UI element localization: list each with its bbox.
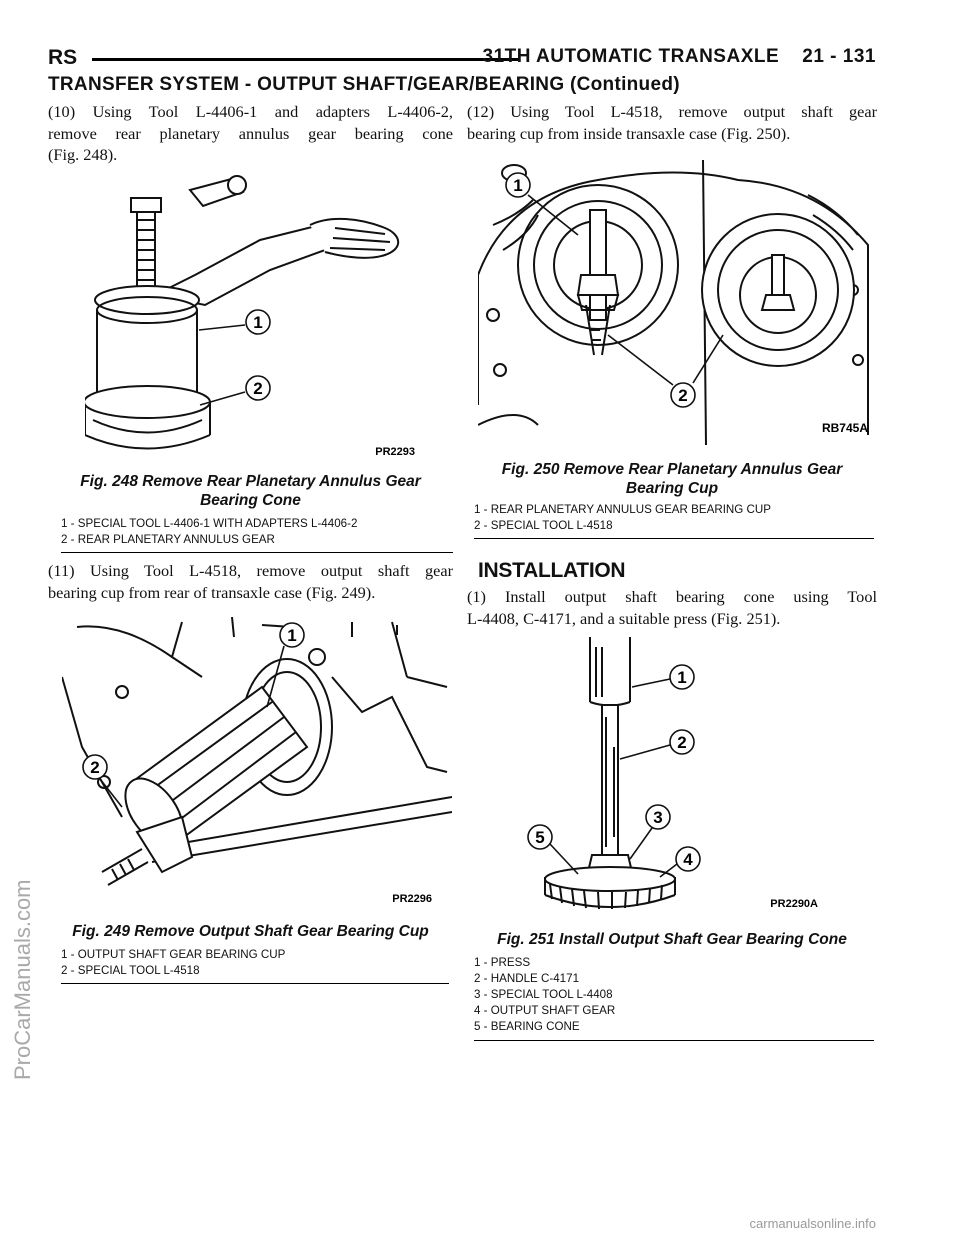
step-10-line: (Fig. 248). xyxy=(48,145,118,164)
side-watermark: ProCarManuals.com xyxy=(10,879,35,1080)
fig-249-legend xyxy=(61,947,285,979)
fig-250-drawing xyxy=(478,155,876,445)
fig-251-legend-item: 4 - OUTPUT SHAFT GEAR xyxy=(474,1004,616,1017)
fig249-code: PR2296 xyxy=(392,893,432,905)
step-12-line: bearing cup from inside transaxle case (Fig. 250). xyxy=(467,123,791,143)
fig-249-caption-line: Fig. 249 Remove Output Shaft Gear Bearing Cup xyxy=(72,923,429,940)
fig-251-rule xyxy=(474,1040,874,1041)
fig-249-rule xyxy=(61,983,449,984)
install-step-1-text xyxy=(467,586,877,629)
fig-249-caption xyxy=(48,922,453,941)
fig-248-legend-item: 1 - SPECIAL TOOL L-4406-1 WITH ADAPTERS L-4406-2 xyxy=(61,517,358,530)
fig249-callout-1: 1 xyxy=(287,626,297,645)
fig-251-legend-item: 2 - HANDLE C-4171 xyxy=(474,972,580,985)
fig-248-legend xyxy=(61,516,357,548)
fig-250-legend-item: 2 - SPECIAL TOOL L-4518 xyxy=(474,519,613,532)
fig-249-drawing xyxy=(62,617,452,912)
fig-249-legend-item: 2 - SPECIAL TOOL L-4518 xyxy=(61,964,200,977)
step-12-line: (12) Using Tool L-4518, remove output shaft gear xyxy=(467,102,877,121)
section-title: TRANSFER SYSTEM - OUTPUT SHAFT/GEAR/BEARING (Continued) xyxy=(48,74,680,95)
fig251-code: PR2290A xyxy=(770,898,818,910)
figure-251-illustration xyxy=(520,637,860,922)
footer-watermark: carmanualsonline.info xyxy=(749,1216,876,1231)
fig-250-caption-line: Fig. 250 Remove Rear Planetary Annulus Gear xyxy=(501,461,843,478)
figure-249-illustration xyxy=(62,617,452,912)
fig249-callout-2: 2 xyxy=(90,758,100,777)
fig-251-legend-item: 5 - BEARING CONE xyxy=(474,1020,580,1033)
fig-248-caption-line: Bearing Cone xyxy=(200,492,301,509)
fig-251-legend-item: 1 - PRESS xyxy=(474,956,531,969)
fig248-callout-1: 1 xyxy=(253,313,263,332)
fig250-callout-2: 2 xyxy=(678,386,688,405)
header-rule xyxy=(92,58,520,61)
installation-heading: INSTALLATION xyxy=(478,559,626,582)
fig-250-rule xyxy=(474,538,874,539)
step-12-text xyxy=(467,101,877,144)
fig251-callout-3: 3 xyxy=(653,808,663,827)
fig248-code: PR2293 xyxy=(375,446,415,458)
fig251-callout-1: 1 xyxy=(677,668,687,687)
fig251-callout-4: 4 xyxy=(683,850,693,869)
header-right-title: 31TH AUTOMATIC TRANSAXLE 21 - 131 xyxy=(482,46,876,67)
page-header xyxy=(48,42,876,78)
fig-248-caption-line: Fig. 248 Remove Rear Planetary Annulus Gear xyxy=(80,473,421,490)
fig-248-caption xyxy=(48,472,453,510)
header-left-code: RS xyxy=(48,46,78,69)
step-10-text xyxy=(48,101,453,166)
fig251-callout-2: 2 xyxy=(677,733,687,752)
fig-248-rule xyxy=(61,552,453,553)
figure-248-illustration xyxy=(85,170,445,465)
step-11-line: bearing cup from rear of transaxle case (Fig. 249). xyxy=(48,582,376,602)
fig-250-caption xyxy=(467,460,877,498)
fig-248-legend-item: 2 - REAR PLANETARY ANNULUS GEAR xyxy=(61,533,275,546)
install-step-1-line: L-4408, C-4171, and a suitable press (Fig. 251). xyxy=(467,608,781,628)
fig-251-drawing xyxy=(520,637,860,922)
fig-249-legend-item: 1 - OUTPUT SHAFT GEAR BEARING CUP xyxy=(61,948,286,961)
fig-251-caption xyxy=(467,930,877,949)
step-11-line: (11) Using Tool L-4518, remove output shaft gear xyxy=(48,561,453,580)
install-step-1-line: (1) Install output shaft bearing cone using Tool xyxy=(467,587,877,606)
fig248-callout-2: 2 xyxy=(253,379,263,398)
fig-250-caption-line: Bearing Cup xyxy=(625,480,719,497)
fig-251-legend-item: 3 - SPECIAL TOOL L-4408 xyxy=(474,988,613,1001)
step-10-line: (10) Using Tool L-4406-1 and adapters L-4406-2, xyxy=(48,102,453,121)
fig251-callout-5: 5 xyxy=(535,828,545,847)
figure-250-illustration xyxy=(478,155,876,445)
fig-250-legend-item: 1 - REAR PLANETARY ANNULUS GEAR BEARING CUP xyxy=(474,503,772,516)
fig-251-legend xyxy=(474,955,615,1035)
fig250-code: RB745A xyxy=(821,421,868,435)
step-10-line: remove rear planetary annulus gear bearing cone xyxy=(48,123,453,143)
step-11-text xyxy=(48,560,453,603)
fig-248-drawing xyxy=(85,170,445,465)
fig-250-legend xyxy=(474,502,771,534)
fig-251-caption-line: Fig. 251 Install Output Shaft Gear Bearing Cone xyxy=(497,931,847,948)
fig250-callout-1: 1 xyxy=(513,176,523,195)
